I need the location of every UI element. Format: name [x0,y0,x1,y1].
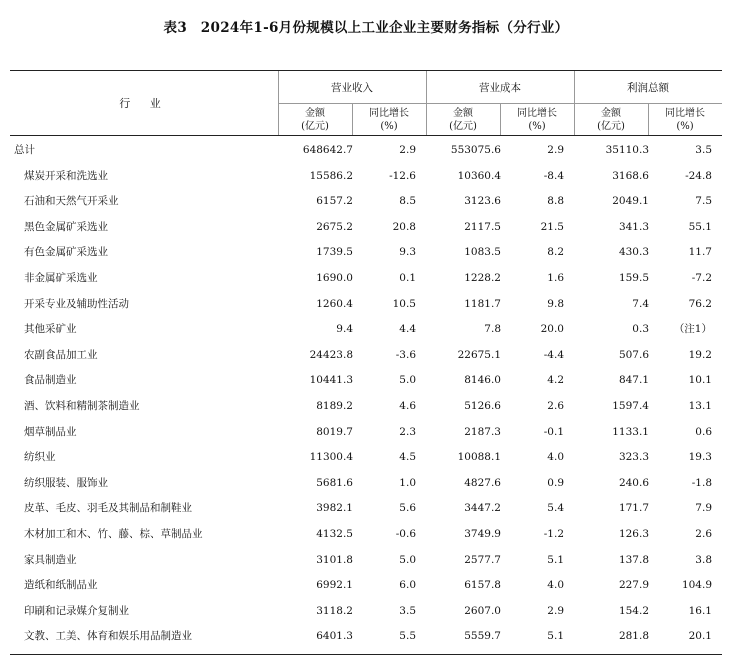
cost-amount: 553075.6 [450,144,501,156]
table-title: 表3 2024年1-6月份规模以上工业企业主要财务指标（分行业） [163,20,569,36]
profit-amount: 1133.1 [612,425,649,438]
industry-name: 造纸和纸制品业 [24,579,98,592]
cost-growth: 2.6 [547,399,564,412]
cost-growth: 2.9 [547,144,564,156]
cost-growth: -4.4 [543,348,564,361]
industry-name: 食品制造业 [24,374,77,387]
revenue-growth: 5.0 [399,374,416,387]
industry-name: 黑色金属矿采选业 [24,220,108,233]
revenue-growth: -3.6 [395,348,416,361]
revenue-growth: 1.0 [399,476,416,489]
header-profit-growth: 同比增长 (%) [665,108,705,132]
profit-amount: 507.6 [618,348,649,361]
revenue-growth: -0.6 [395,527,416,540]
header-cost-amount: 金额 (亿元) [449,108,477,132]
cost-growth: 4.2 [547,374,564,387]
industry-name: 印刷和记录媒介复制业 [24,604,129,617]
revenue-growth: 8.5 [399,195,416,208]
financial-indicators-table [10,70,722,655]
table-row [10,189,722,215]
revenue-growth: 3.5 [399,604,416,617]
profit-growth: 13.1 [688,399,712,412]
cost-amount: 3749.9 [464,527,501,540]
cost-growth: 0.9 [547,476,564,489]
profit-growth: 10.1 [688,374,712,387]
table-row [10,292,722,318]
revenue-amount: 6992.1 [316,579,353,592]
cost-amount: 2577.7 [464,553,501,566]
profit-growth: 11.7 [688,246,712,259]
cost-growth: -0.1 [543,425,564,438]
profit-growth: 19.2 [688,348,712,361]
industry-name: 纺织业 [24,451,56,464]
cost-amount: 3123.6 [464,195,501,208]
industry-name: 有色金属矿采选业 [24,246,108,259]
revenue-amount: 3101.8 [316,553,353,566]
cost-amount: 3447.2 [464,502,501,515]
industry-name: 纺织服装、服饰业 [24,476,108,489]
revenue-amount: 11300.4 [309,451,353,464]
table-row [10,420,722,446]
revenue-amount: 3118.2 [316,604,353,617]
profit-growth: （注1） [673,323,712,336]
revenue-growth: 0.1 [399,271,416,284]
cost-growth: -8.4 [543,169,564,182]
profit-amount: 1597.4 [612,399,649,412]
table-row [10,599,722,625]
profit-amount: 159.5 [618,271,649,284]
cost-amount: 22675.1 [457,348,501,361]
cost-growth: 21.5 [540,220,564,233]
industry-name: 其他采矿业 [24,323,77,336]
revenue-amount: 1690.0 [316,271,353,284]
revenue-amount: 8019.7 [316,425,353,438]
industry-name: 家具制造业 [24,553,77,566]
table-row [10,215,722,241]
revenue-amount: 4132.5 [316,527,353,540]
table-row [10,266,722,292]
cost-growth: -1.2 [543,527,564,540]
profit-growth: 7.5 [695,195,712,208]
cost-growth: 20.0 [540,323,564,336]
profit-growth: 7.9 [695,502,712,515]
industry-name: 皮革、毛皮、羽毛及其制品和制鞋业 [24,502,192,515]
revenue-growth: 4.4 [399,323,416,336]
profit-amount: 847.1 [618,374,649,387]
industry-name: 烟草制品业 [24,425,77,438]
revenue-amount: 648642.7 [302,144,353,156]
revenue-amount: 6401.3 [316,630,353,643]
table-row [10,445,722,471]
revenue-amount: 2675.2 [316,220,353,233]
revenue-amount: 5681.6 [316,476,353,489]
cost-growth: 5.4 [547,502,564,515]
industry-name: 开采专业及辅助性活动 [24,297,129,310]
profit-growth: 16.1 [688,604,712,617]
revenue-growth: 4.5 [399,451,416,464]
profit-amount: 227.9 [618,579,649,592]
cost-amount: 10088.1 [457,451,501,464]
table-row [10,522,722,548]
profit-amount: 0.3 [632,323,649,336]
profit-growth: 55.1 [688,220,712,233]
profit-growth: -24.8 [685,169,712,182]
header-industry: 行 业 [119,97,169,110]
profit-growth: 19.3 [688,451,712,464]
table-row [10,368,722,394]
table-row [10,240,722,266]
profit-amount: 137.8 [618,553,649,566]
industry-name: 煤炭开采和洗选业 [24,169,108,182]
profit-amount: 2049.1 [612,195,649,208]
table-body [10,135,722,654]
revenue-amount: 10441.3 [309,374,353,387]
profit-amount: 3168.6 [612,169,649,182]
table-row [10,394,722,420]
table-row [10,471,722,497]
revenue-amount: 6157.2 [316,195,353,208]
industry-name: 石油和天然气开采业 [24,195,119,208]
cost-amount: 5559.7 [464,630,501,643]
profit-growth: 3.5 [695,144,712,156]
cost-amount: 7.8 [484,323,501,336]
revenue-amount: 1739.5 [316,246,353,259]
cost-growth: 5.1 [547,553,564,566]
table-row [10,164,722,190]
revenue-amount: 9.4 [336,323,353,336]
table-header [10,71,722,135]
revenue-growth: 5.5 [399,630,416,643]
table-row [10,343,722,369]
profit-amount: 35110.3 [605,144,649,156]
revenue-growth: 5.0 [399,553,416,566]
profit-amount: 430.3 [618,246,649,259]
header-profit-amount: 金额 (亿元) [597,108,625,132]
revenue-growth: 9.3 [399,246,416,259]
profit-growth: -7.2 [691,271,712,284]
cost-growth: 1.6 [547,271,564,284]
cost-growth: 8.8 [547,195,564,208]
revenue-growth: 10.5 [392,297,416,310]
profit-amount: 154.2 [618,604,649,617]
revenue-amount: 15586.2 [309,169,353,182]
table-row [10,496,722,522]
cost-growth: 5.1 [547,630,564,643]
revenue-growth: 4.6 [399,399,416,412]
table-row [10,573,722,599]
industry-name: 酒、饮料和精制茶制造业 [24,399,140,412]
cost-growth: 4.0 [547,451,564,464]
industry-name: 农副食品加工业 [24,348,98,361]
revenue-growth: 2.9 [399,144,416,156]
header-revenue-amount: 金额 (亿元) [301,108,329,132]
cost-growth: 9.8 [547,297,564,310]
industry-name: 非金属矿采选业 [24,271,98,284]
revenue-amount: 1260.4 [316,297,353,310]
cost-amount: 10360.4 [457,169,501,182]
profit-growth: 76.2 [688,297,712,310]
cost-amount: 1083.5 [464,246,501,259]
cost-amount: 2187.3 [464,425,501,438]
cost-amount: 1228.2 [464,271,501,284]
cost-growth: 4.0 [547,579,564,592]
profit-growth: 3.8 [695,553,712,566]
industry-name: 总计 [14,144,35,156]
profit-growth: -1.8 [691,476,712,489]
cost-amount: 2117.5 [464,220,501,233]
cost-growth: 8.2 [547,246,564,259]
cost-amount: 8146.0 [464,374,501,387]
header-group-profit: 利润总额 [627,81,669,94]
table-row [10,138,722,164]
cost-growth: 2.9 [547,604,564,617]
cost-amount: 2607.0 [464,604,501,617]
profit-amount: 240.6 [618,476,649,489]
profit-amount: 171.7 [618,502,649,515]
header-group-revenue: 营业收入 [331,81,373,94]
header-group-cost: 营业成本 [479,81,521,94]
profit-amount: 323.3 [618,451,649,464]
cost-amount: 4827.6 [464,476,501,489]
profit-amount: 341.3 [618,220,649,233]
profit-growth: 20.1 [688,630,712,643]
revenue-growth: 20.8 [392,220,416,233]
profit-growth: 104.9 [681,579,712,592]
profit-growth: 0.6 [695,425,712,438]
cost-amount: 6157.8 [464,579,501,592]
profit-growth: 2.6 [695,527,712,540]
revenue-amount: 24423.8 [309,348,353,361]
profit-amount: 281.8 [618,630,649,643]
profit-amount: 7.4 [632,297,649,310]
revenue-growth: 2.3 [399,425,416,438]
revenue-growth: 6.0 [399,579,416,592]
profit-amount: 126.3 [618,527,649,540]
table-row [10,548,722,574]
revenue-growth: -12.6 [389,169,416,182]
header-revenue-growth: 同比增长 (%) [369,108,409,132]
revenue-growth: 5.6 [399,502,416,515]
revenue-amount: 3982.1 [316,502,353,515]
header-cost-growth: 同比增长 (%) [517,108,557,132]
industry-name: 木材加工和木、竹、藤、棕、草制品业 [24,527,203,540]
industry-name: 文教、工美、体育和娱乐用品制造业 [24,630,192,643]
revenue-amount: 8189.2 [316,399,353,412]
cost-amount: 1181.7 [464,297,501,310]
table-row [10,624,722,650]
cost-amount: 5126.6 [464,399,501,412]
table-row [10,317,722,343]
